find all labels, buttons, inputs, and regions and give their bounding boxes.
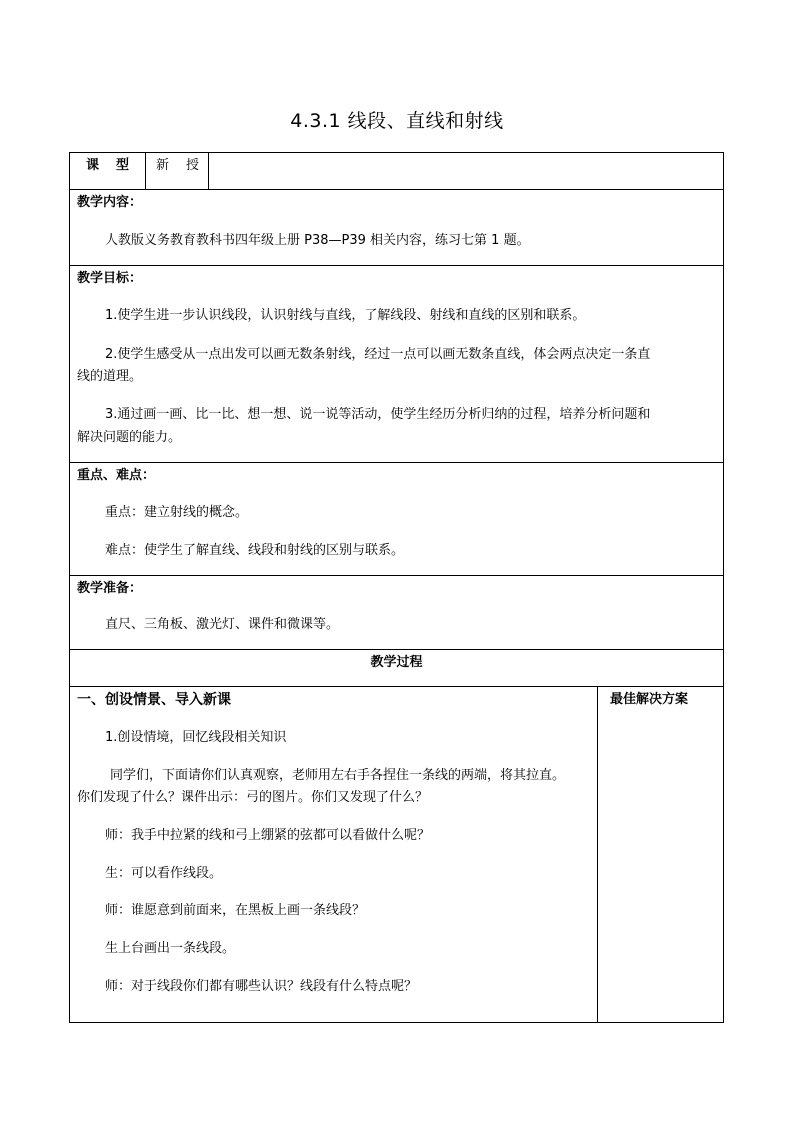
process-para-line-2: 你们发现了什么？课件出示：弓的图片。你们又发现了什么？ bbox=[77, 790, 429, 805]
lesson-type-label: 课 型 bbox=[86, 158, 132, 173]
prep-row bbox=[70, 576, 723, 650]
lesson-type-row bbox=[70, 153, 723, 190]
prep-text: 直尺、三角板、激光灯、课件和微课等。 bbox=[105, 617, 340, 632]
content-heading: 教学内容： bbox=[77, 195, 143, 210]
lesson-type-value: 新 授 bbox=[156, 158, 202, 173]
goal-item-3: 3.通过画一画、比一比、想一想、说一说等活动，使学生经历分析归纳的过程，培养分析问题和 bbox=[105, 407, 651, 422]
section-title: 一、创设情景、导入新课 bbox=[77, 692, 231, 708]
dialogue-line: 生上台画出一条线段。 bbox=[105, 941, 236, 956]
keypoints-heading: 重点、难点： bbox=[77, 468, 156, 483]
keypoints-row bbox=[70, 463, 723, 576]
content-row bbox=[70, 190, 723, 266]
difficult-point: 难点：使学生了解直线、线段和射线的区别与联系。 bbox=[105, 543, 405, 558]
process-header-row bbox=[70, 650, 723, 687]
process-content-row bbox=[70, 687, 723, 1022]
page-title: 4.3.1 线段、直线和射线 bbox=[290, 110, 504, 132]
goal-item-1: 1.使学生进一步认识线段，认识射线与直线，了解线段、射线和直线的区别和联系。 bbox=[105, 308, 586, 323]
goal-item-2: 2.使学生感受从一点出发可以画无数条射线，经过一点可以画无数条直线，体会两点决定一条直 bbox=[105, 347, 651, 362]
prep-heading: 教学准备： bbox=[77, 581, 143, 596]
goals-heading: 教学目标： bbox=[77, 271, 143, 286]
divider bbox=[597, 687, 598, 1022]
dialogue-line: 师：对于线段你们都有哪些认识？线段有什么特点呢？ bbox=[105, 979, 418, 994]
process-sub: 1.创设情境，回忆线段相关知识 bbox=[105, 730, 287, 745]
key-point: 重点：建立射线的概念。 bbox=[105, 505, 249, 520]
goals-row bbox=[70, 266, 723, 463]
goal-item-2-cont: 线的道理。 bbox=[77, 369, 143, 384]
dialogue-line: 师：我手中拉紧的线和弓上绷紧的弦都可以看做什么呢？ bbox=[105, 828, 431, 843]
dialogue-line: 生：可以看作线段。 bbox=[105, 866, 223, 881]
dialogue-line: 师：谁愿意到前面来，在黑板上画一条线段？ bbox=[105, 903, 366, 918]
lesson-plan-table bbox=[69, 152, 724, 1023]
side-title: 最佳解决方案 bbox=[610, 692, 689, 707]
goal-item-3-cont: 解决问题的能力。 bbox=[77, 430, 182, 445]
content-text: 人教版义务教育教科书四年级上册 P38—P39 相关内容，练习七第 1 题。 bbox=[105, 233, 530, 248]
divider bbox=[208, 153, 209, 189]
process-heading: 教学过程 bbox=[370, 655, 423, 670]
process-para-line-1: 同学们，下面请你们认真观察，老师用左右手各捏住一条线的两端，将其拉直。 bbox=[110, 768, 566, 783]
divider bbox=[145, 153, 146, 189]
